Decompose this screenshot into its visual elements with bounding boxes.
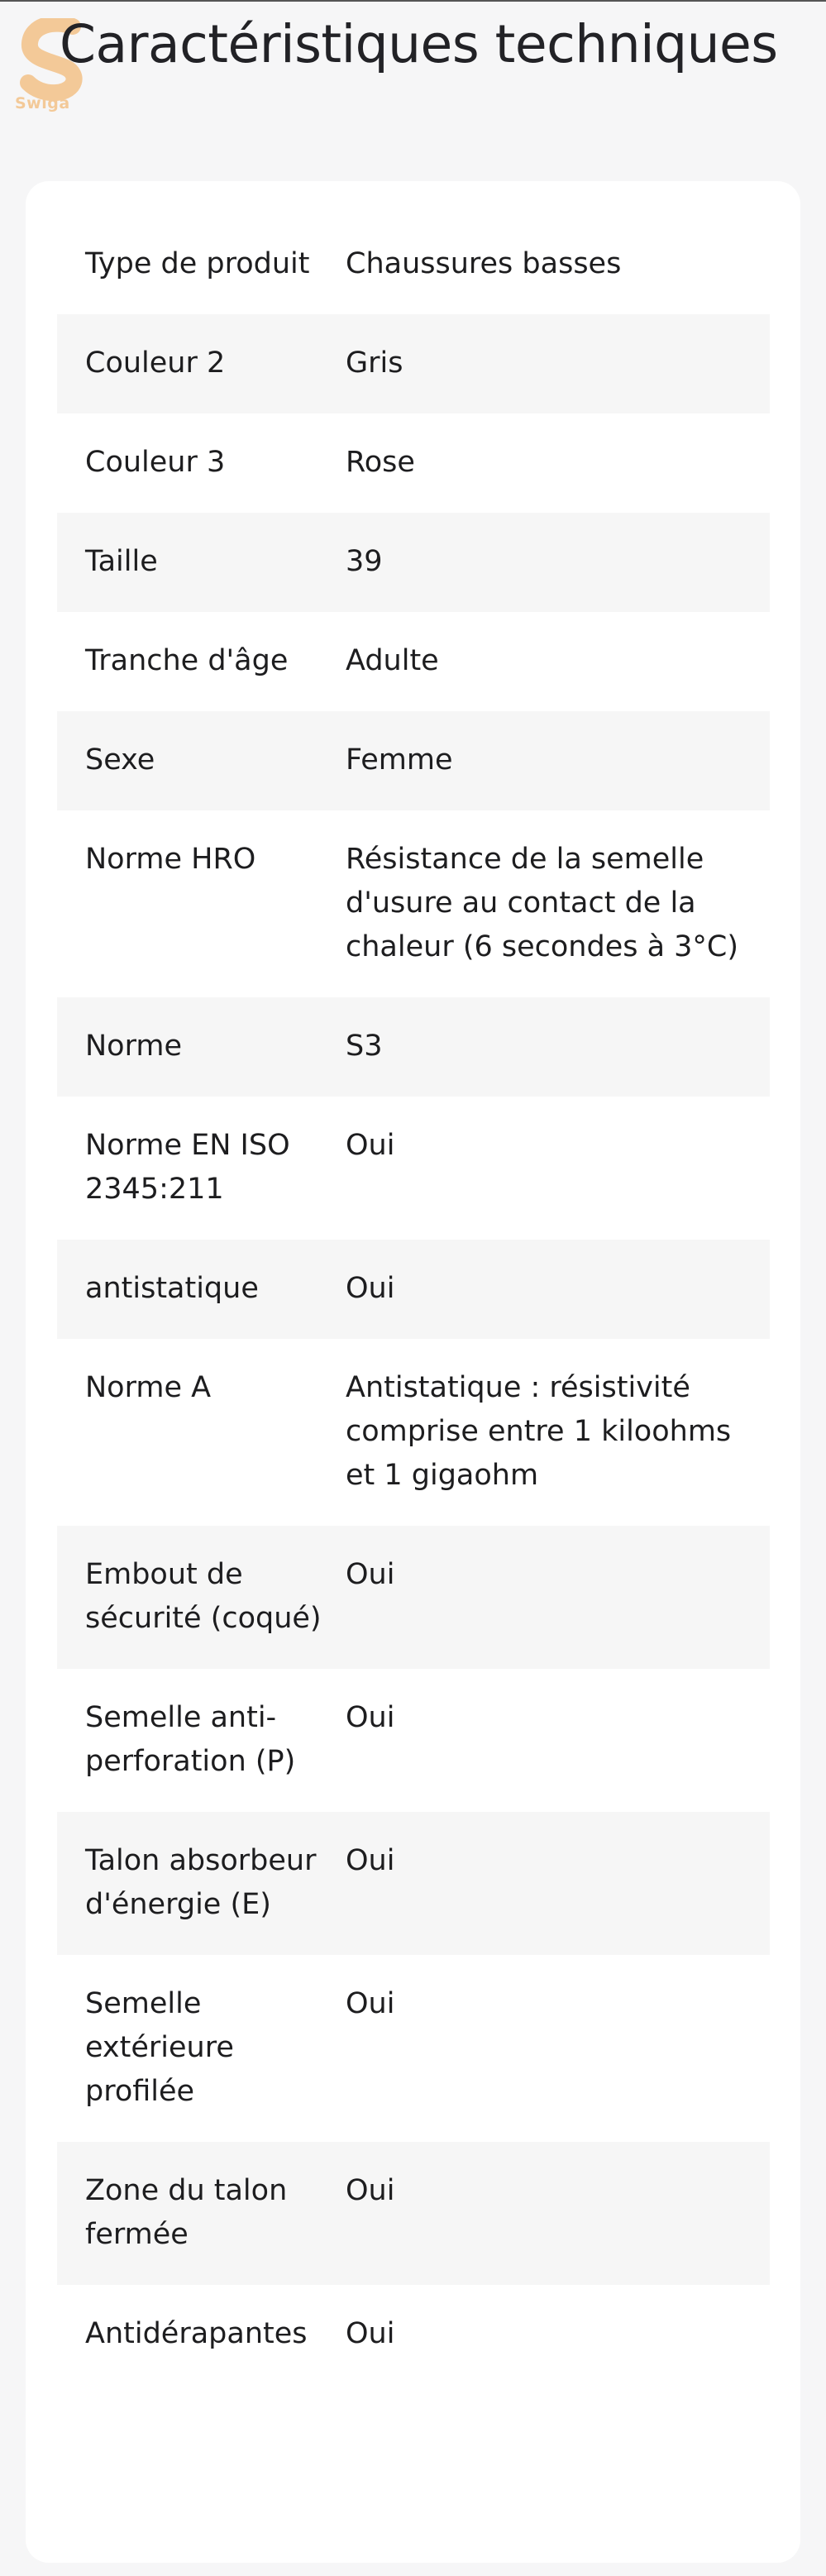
spec-value: Oui — [346, 1526, 770, 1669]
specs-card — [26, 181, 800, 2563]
spec-row — [57, 1339, 770, 1526]
spec-label: Norme — [57, 997, 346, 1097]
spec-value: Gris — [346, 314, 770, 413]
spec-label: Norme HRO — [85, 843, 256, 876]
spec-value: Oui — [346, 2142, 770, 2285]
spec-row — [57, 314, 770, 413]
spec-row — [57, 2142, 770, 2285]
spec-label: Semelle extérieure profilée — [85, 1987, 234, 2108]
spec-label: Couleur 2 — [57, 314, 346, 413]
specs-table-body — [57, 215, 770, 2384]
spec-value: Résistance de la semelle d'usure au contact de la chaleur (6 secondes à 3°C) — [346, 843, 739, 963]
spec-value: Oui — [346, 2317, 395, 2350]
spec-value: Chaussures basses — [346, 247, 622, 280]
spec-row — [57, 711, 770, 810]
spec-label: Norme EN ISO 2345:211 — [85, 1129, 290, 1206]
spec-value: 39 — [346, 513, 770, 612]
spec-label: Tranche d'âge — [85, 644, 289, 677]
spec-value: Antistatique : résistivité comprise entre 1 kiloohms et 1 gigaohm — [346, 1371, 732, 1492]
watermark-text: Swiga — [15, 94, 70, 112]
spec-row — [57, 810, 770, 997]
spec-label: Sexe — [57, 711, 346, 810]
spec-row — [57, 1240, 770, 1339]
spec-value: Oui — [346, 1701, 395, 1734]
spec-value: Rose — [346, 446, 415, 479]
spec-label: Couleur 3 — [85, 446, 226, 479]
spec-row — [57, 1812, 770, 1955]
spec-row — [57, 413, 770, 513]
spec-label: Taille — [57, 513, 346, 612]
spec-label: Embout de sécurité (coqué) — [57, 1526, 346, 1669]
spec-label: Zone du talon fermée — [57, 2142, 346, 2285]
spec-row — [57, 513, 770, 612]
spec-value: Oui — [346, 1812, 770, 1955]
spec-row — [57, 1955, 770, 2142]
spec-row — [57, 2285, 770, 2384]
spec-label: Antidérapantes — [85, 2317, 308, 2350]
spec-label: antistatique — [57, 1240, 346, 1339]
spec-label: Talon absorbeur d'énergie (E) — [57, 1812, 346, 1955]
spec-row — [57, 612, 770, 711]
spec-value: Oui — [346, 1987, 395, 2020]
spec-value: Adulte — [346, 644, 439, 677]
spec-label: Type de produit — [85, 247, 310, 280]
spec-row — [57, 1669, 770, 1812]
spec-label: Norme A — [85, 1371, 212, 1404]
top-divider — [0, 0, 826, 2]
page-title: Caractéristiques techniques — [60, 14, 778, 74]
spec-value: S3 — [346, 997, 770, 1097]
specs-table — [57, 215, 770, 2384]
spec-value: Femme — [346, 711, 770, 810]
spec-value: Oui — [346, 1240, 770, 1339]
spec-row — [57, 997, 770, 1097]
spec-row — [57, 1097, 770, 1240]
spec-row — [57, 1526, 770, 1669]
spec-label: Semelle anti-perforation (P) — [85, 1701, 296, 1778]
spec-value: Oui — [346, 1129, 395, 1162]
spec-row — [57, 215, 770, 314]
